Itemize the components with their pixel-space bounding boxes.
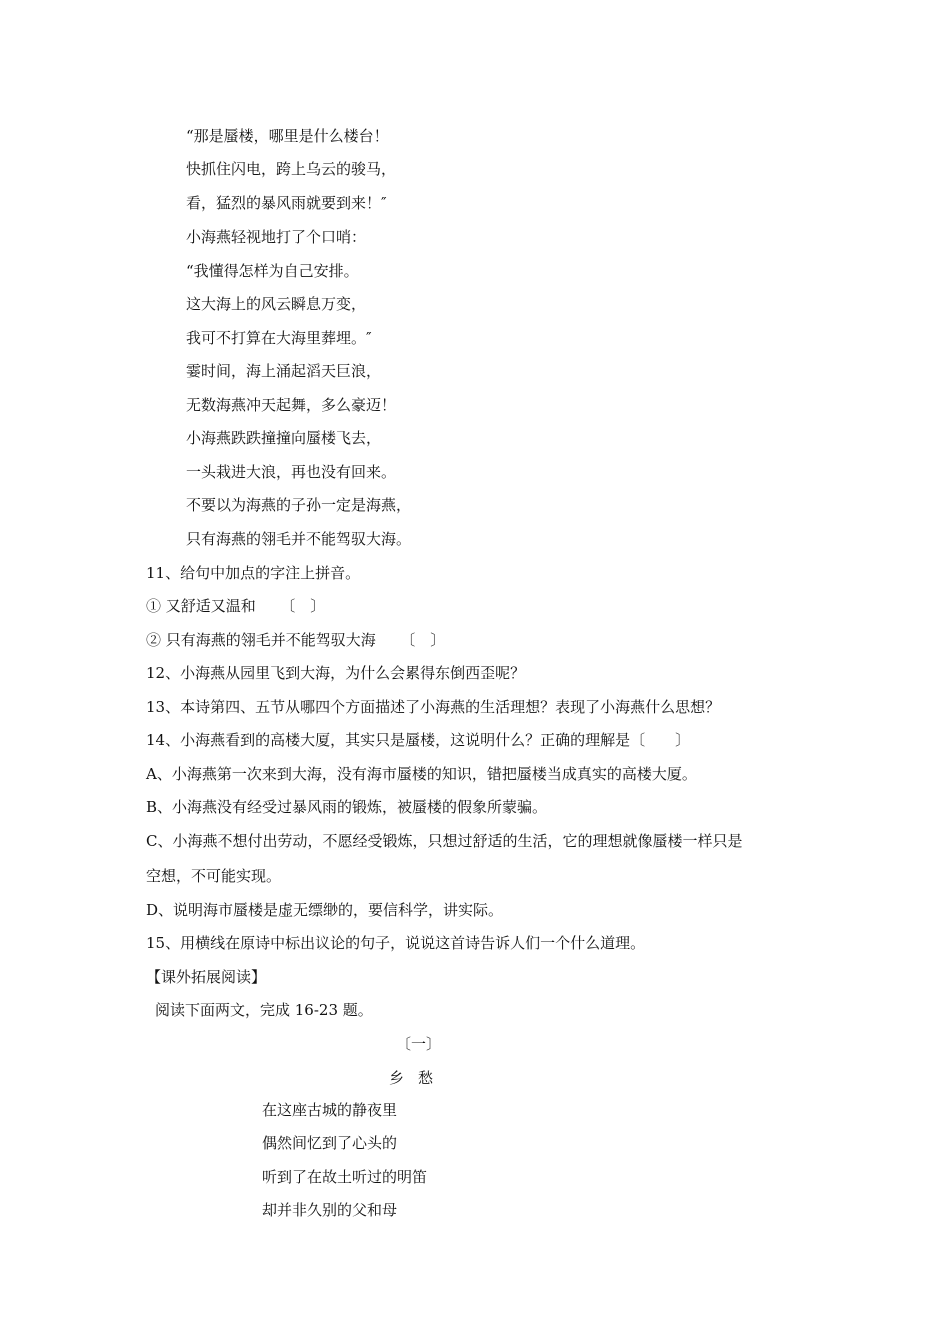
question-14: 14、小海燕看到的高楼大厦，其实只是蜃楼，这说明什么？正确的理解是〔 〕 [146,731,691,749]
poem-line: 不要以为海燕的子孙一定是海燕， [186,496,412,514]
poem-line: “我懂得怎样为自己安排。 [186,262,359,280]
poem-line: 无数海燕冲天起舞，多么豪迈！ [186,396,397,414]
question-15: 15、用横线在原诗中标出议论的句子，说说这首诗告诉人们一个什么道理。 [146,934,646,952]
question-14-option-c-continued: 空想，不可能实现。 [146,867,282,885]
section-instruction: 阅读下面两文，完成 16-23 题。 [155,1001,373,1019]
poem-line: 快抓住闪电，跨上乌云的骏马， [186,160,397,178]
poem-line: 一头栽进大浪，再也没有回来。 [186,463,397,481]
question-14-option-c: C、小海燕不想付出劳动，不愿经受锻炼，只想过舒适的生活，它的理想就像蜃楼一样只是 [146,832,743,850]
poem-line: 看，猛烈的暴风雨就要到来！″ [186,194,387,212]
poem-line: 这大海上的风云瞬息万变， [186,295,367,313]
section-heading: 【课外拓展阅读】 [146,968,267,986]
poem2-line: 偶然间忆到了心头的 [262,1134,398,1152]
poem-title: 乡愁 [389,1069,448,1087]
poem-line: 霎时间，海上涌起滔天巨浪， [186,362,382,380]
question-11-item-1: ① 又舒适又温和 〔 〕 [146,597,326,615]
poem2-line: 听到了在故土听过的明笛 [262,1168,428,1186]
poem2-line: 在这座古城的静夜里 [262,1101,398,1119]
question-11-item-2: ② 只有海燕的翎毛并不能驾驭大海 〔 〕 [146,631,446,649]
poem2-line: 却并非久别的父和母 [262,1201,398,1219]
question-13: 13、本诗第四、五节从哪四个方面描述了小海燕的生活理想？表现了小海燕什么思想？ [146,698,721,716]
poem-line: 我可不打算在大海里葬埋。″ [186,329,372,347]
poem-line: 小海燕跌跌撞撞向蜃楼飞去， [186,429,382,447]
question-14-option-b: B、小海燕没有经受过暴风雨的锻炼，被蜃楼的假象所蒙骗。 [146,798,548,816]
question-12: 12、小海燕从园里飞到大海，为什么会累得东倒西歪呢？ [146,664,526,682]
question-14-option-d: D、说明海市蜃楼是虚无缥缈的，要信科学，讲实际。 [146,901,504,919]
poem-line: 小海燕轻视地打了个口哨： [186,228,367,246]
question-14-option-a: A、小海燕第一次来到大海，没有海市蜃楼的知识，错把蜃楼当成真实的高楼大厦。 [146,765,697,783]
poem-line: “那是蜃楼，哪里是什么楼台！ [186,127,389,145]
poem-line: 只有海燕的翎毛并不能驾驭大海。 [186,530,412,548]
question-11: 11、给句中加点的字注上拼音。 [146,564,361,582]
part-number: 〔一〕 [396,1035,442,1053]
